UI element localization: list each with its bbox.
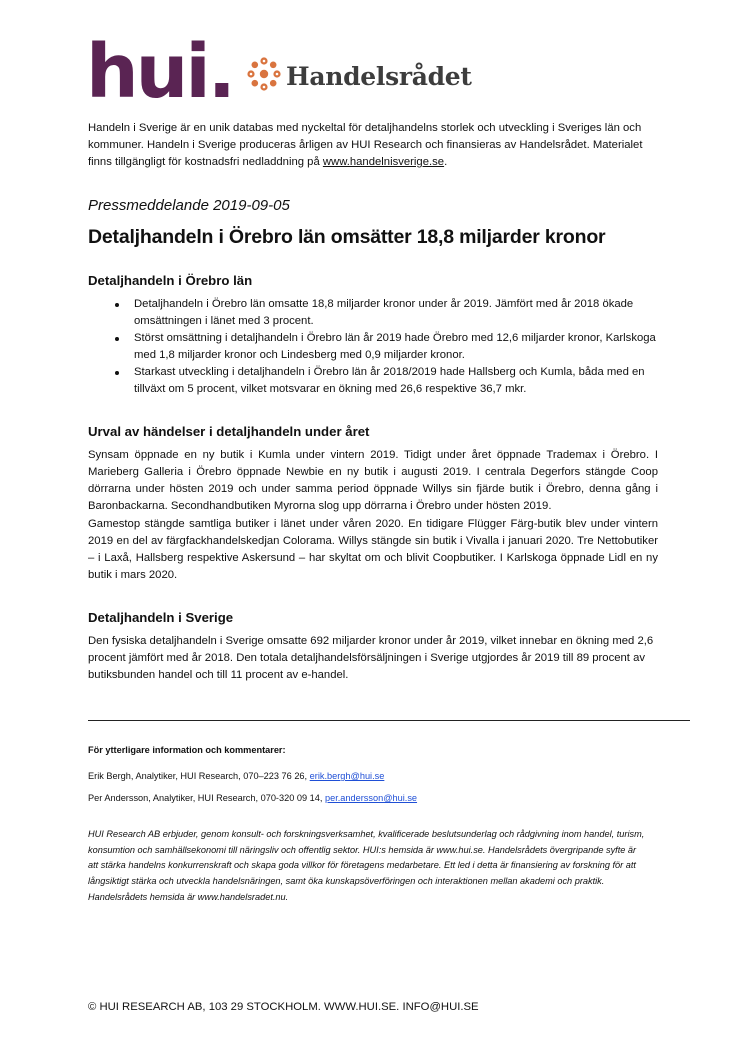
events-paragraph-1: Synsam öppnade en ny butik i Kumla under vintern 2019. Tidigt under året öppnade Trademax i Örebro. I Marieberg Galleria i Örebro öppnade Newbie en ny butik i augusti 2019. I centrala Degerfors stängde Coop dörrarna under hösten 2019 och under samma period öppnade Willys sin fjärde butik i Örebro, denna gång i Baronbackarna. Secondhandbutiken Myrorna slog upp dörrarna i Örebro under hösten 2019. — [88, 449, 658, 512]
section-heading-events: Urval av händelser i detaljhandeln under året — [88, 424, 370, 439]
email-link-erik[interactable]: erik.bergh@hui.se — [309, 771, 385, 781]
email-link-per[interactable]: per.andersson@hui.se — [324, 793, 418, 803]
contact-person-1 — [88, 771, 384, 781]
list-item — [88, 330, 660, 364]
list-item — [88, 296, 660, 330]
list-item — [88, 364, 660, 398]
intro-text: Handeln i Sverige är en unik databas med nyckeltal för detaljhandelns storlek och utveckling i Sveriges län och kommuner. Handeln i Sverige produceras årligen av HUI Research och finansieras av Handelsrådet. Materialet finns tillgängligt för kostnadsfri nedladdning på — [88, 122, 643, 168]
bullet-icon — [115, 337, 119, 341]
press-release-date: Pressmeddelande 2019-09-05 — [88, 197, 290, 214]
contact-person-2 — [88, 793, 417, 803]
bullet-icon — [115, 303, 119, 307]
contact-person-1-text: Erik Bergh, Analytiker, HUI Research, 070–223 76 26, — [88, 771, 310, 781]
about-paragraph: HUI Research AB erbjuder, genom konsult- och forskningsverksamhet, kvalificerade beslutsunderlag och rådgivning inom handel, turism, konsumtion och samhällsekonomi till näringsliv och offentlig sektor. HUI:s hemsida är www.hui.se. Handelsrådets övergripande syfte är att stärka handelns konkurrenskraft och skapa goda villkor för företagens medarbetare. Ett led i detta är finansiering av forskning för att långsiktigt stärka och utveckla handelsnäringen, samt öka kunskapsöverföringen och interaktionen mellan akademi och praktik. Handelsrådets hemsida är www.handelsradet.nu. — [88, 829, 645, 902]
bullet-text: Störst omsättning i detaljhandeln i Örebro län år 2019 hade Örebro med 12,6 miljarder kronor, Karlskoga med 1,8 miljarder kronor och Lindesberg med 0,9 miljarder kronor. — [134, 332, 656, 361]
bullet-text: Starkast utveckling i detaljhandeln i Örebro län år 2018/2019 hade Hallsberg och Kumla, båda med en tillväxt om 5 procent, vilket motsvarar en ökning med 26,6 respektive 36,7 mkr. — [134, 366, 645, 395]
hui-logo: hui. — [86, 29, 233, 115]
contact-heading: För ytterligare information och kommentarer: — [88, 745, 286, 755]
bullet-icon — [115, 371, 119, 375]
contact-person-2-text: Per Andersson, Analytiker, HUI Research, 070-320 09 14, — [88, 793, 325, 803]
handelnisverige-link[interactable]: www.handelnisverige.se — [322, 156, 445, 168]
handelsradet-flower-icon — [244, 54, 284, 94]
lan-bullet-list — [88, 296, 660, 398]
handelsradet-logo-text: Handelsrådet — [286, 62, 472, 91]
section-heading-sverige: Detaljhandeln i Sverige — [88, 610, 234, 625]
divider — [88, 720, 690, 721]
sverige-paragraph: Den fysiska detaljhandeln i Sverige omsatte 692 miljarder kronor under år 2019, vilket innebar en ökning med 2,6 procent jämfört med år 2018. Den totala detaljhandelsförsäljningen i Sverige utgjordes år 2019 till 89 procent av butiksbunden handel och till 11 procent av e-handel. — [88, 635, 654, 681]
footer-text: © HUI RESEARCH AB, 103 29 STOCKHOLM. WWW.HUI.SE. INFO@HUI.SE — [88, 1001, 479, 1013]
bullet-text: Detaljhandeln i Örebro län omsatte 18,8 miljarder kronor under år 2019. Jämfört med år 2018 ökade omsättningen i länet med 3 procent. — [134, 298, 634, 327]
section-heading-lan: Detaljhandeln i Örebro län — [88, 273, 253, 288]
intro-end: . — [444, 156, 448, 168]
intro-paragraph — [88, 120, 668, 171]
logo-bar — [86, 29, 506, 115]
page-title: Detaljhandeln i Örebro län omsätter 18,8 miljarder kronor — [88, 226, 606, 248]
events-paragraph-2: Gamestop stängde samtliga butiker i länet under våren 2020. En tidigare Flügger Färg-butik blev under vintern 2019 en del av färgfackhandelskedjan Colorama. Willys stängde sin butik i Vivalla i januari 2020. Tre Nettobutiker – i Laxå, Hallsberg respektive Askersund – har skyltat om och blivit Coopbutiker. I Karlskoga öppnade Lidl en ny butik i mars 2020. — [88, 518, 658, 581]
